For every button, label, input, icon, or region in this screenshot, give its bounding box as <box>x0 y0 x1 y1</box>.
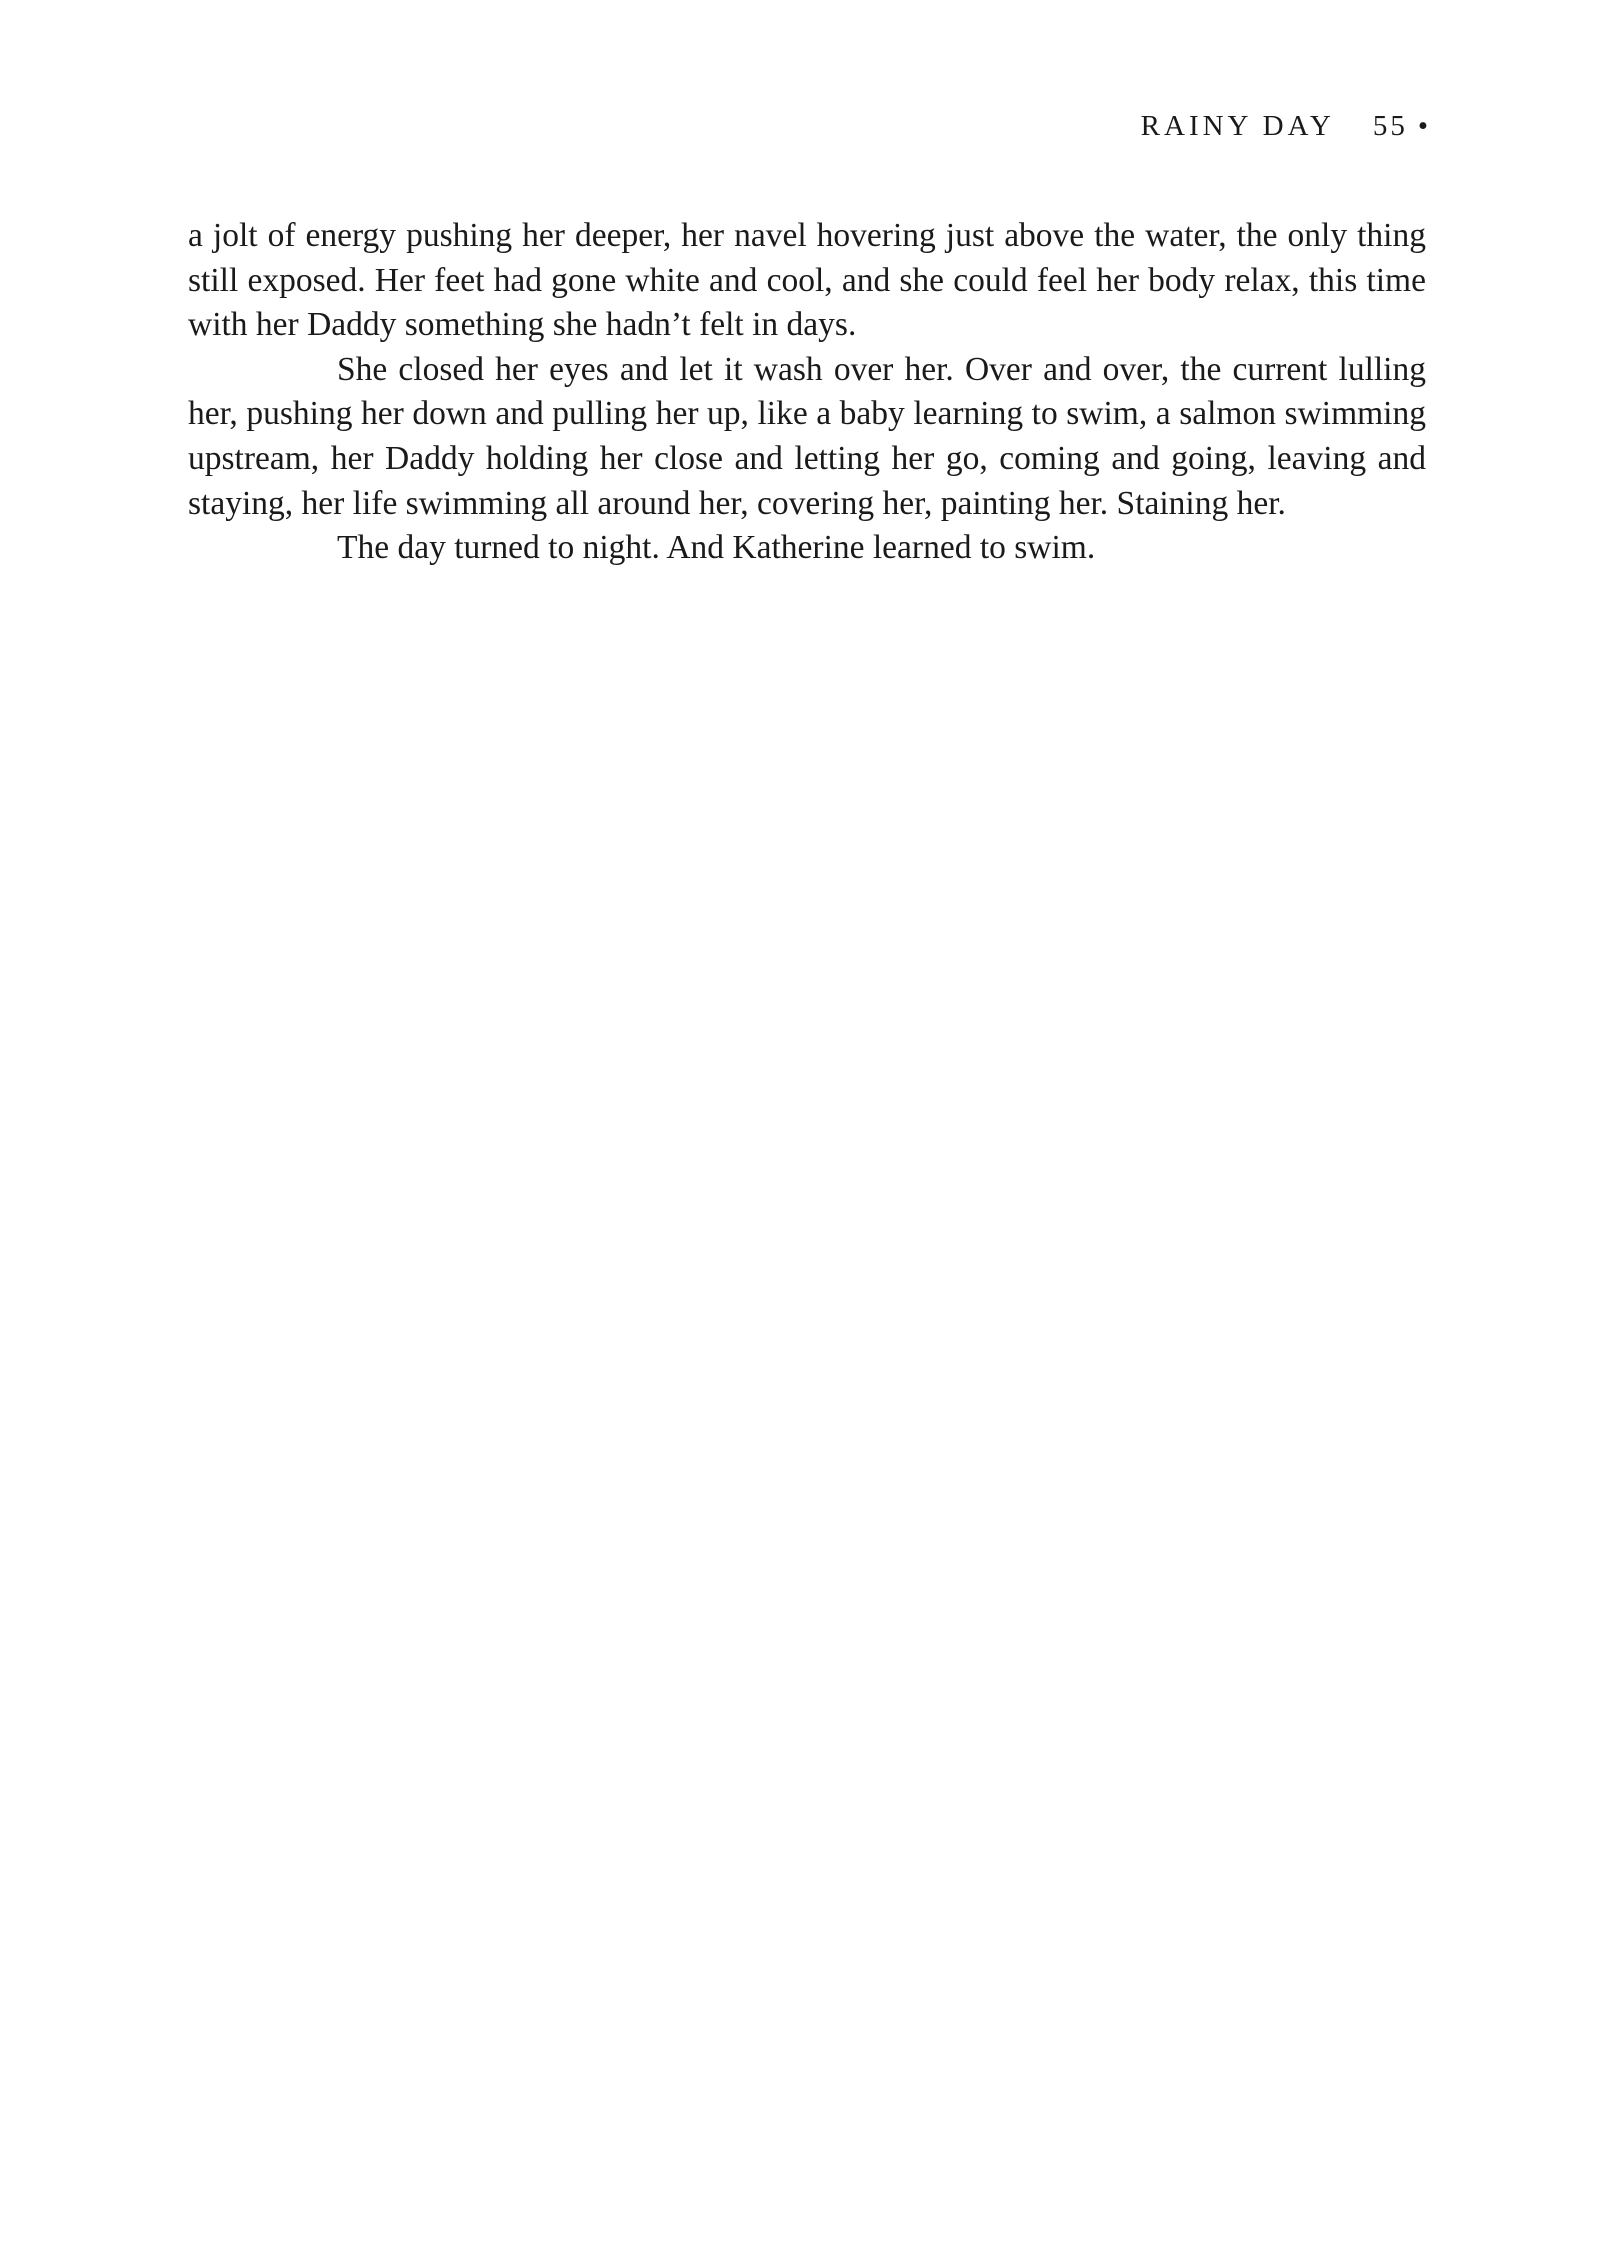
running-head <box>1141 106 1428 146</box>
body-text <box>188 214 1426 571</box>
running-head-title: RAINY DAY <box>1140 110 1335 142</box>
paragraph: She closed her eyes and let it wash over her. Over and over, the current lulling her, pushing her down and pulling her up, like a baby learning to swim, a salmon swimming upstream, her Daddy holding her close and letting her go, coming and going, leaving and staying, her life swimming all around her, covering her, painting her. Staining her. <box>188 350 1426 522</box>
header-bullet-ornament: • <box>1417 110 1428 142</box>
paragraph-final: The day turned to night. And Katherine learned to swim. <box>337 529 1096 567</box>
page-number: 55 <box>1372 110 1408 142</box>
paragraph-continued: a jolt of energy pushing her deeper, her navel hovering just above the water, the only thing still exposed. Her feet had gone white and cool, and she could feel her body relax, this time with her Daddy something she hadn’t felt in days. <box>188 217 1426 344</box>
